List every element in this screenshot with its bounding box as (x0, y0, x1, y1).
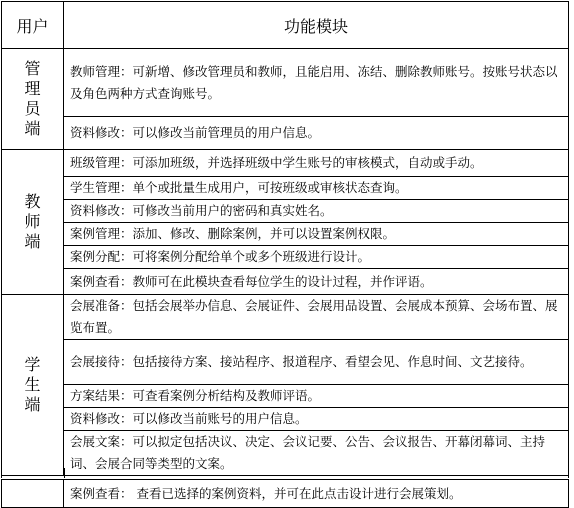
role-student-char: 端 (24, 395, 41, 414)
admin-row: 教师管理：可新增、修改管理员和教师，且能启用、冻结、删除教师账号。按账号状态以及角色两种方式查询账号。 (64, 49, 569, 117)
role-teacher-char: 教 (24, 192, 41, 211)
header-module: 功能模块 (64, 2, 569, 49)
function-module-table (1, 1, 569, 476)
teacher-row: 案例管理：添加、修改、删除案例，并可以设置案例权限。 (64, 223, 569, 246)
role-admin-char: 理 (24, 79, 41, 98)
student-row: 方案结果：可查看案例分析结构及教师评语。 (64, 385, 569, 408)
student-row: 会展文案：可以拟定包括决议、决定、会议记要、公告、会议报告、开幕闭幕词、主持词、会展合同等类型的文案。 (64, 431, 569, 476)
student-row: 会展接待：包括接待方案、接站程序、报道程序、看望会见、作息时间、文艺接待。 (64, 340, 569, 385)
extra-row-role (2, 480, 64, 508)
role-student (2, 295, 64, 476)
role-admin-char: 管 (24, 59, 41, 78)
table-break-gap (1, 468, 569, 478)
admin-row: 资料修改：可以修改当前管理员的用户信息。 (64, 117, 569, 150)
teacher-row: 案例查看：教师可在此模块查看每位学生的设计过程，并作评语。 (64, 269, 569, 295)
student-row: 资料修改：可以修改当前账号的用户信息。 (64, 408, 569, 431)
role-teacher-char: 师 (24, 212, 41, 231)
role-teacher (2, 150, 64, 295)
role-admin-char: 端 (24, 119, 41, 138)
teacher-row: 班级管理：可添加班级，并选择班级中学生账号的审核模式，自动或手动。 (64, 150, 569, 177)
header-user: 用户 (2, 2, 64, 49)
role-admin (2, 49, 64, 150)
role-admin-char: 员 (24, 99, 41, 118)
teacher-row: 案例分配：可将案例分配给单个或多个班级进行设计。 (64, 246, 569, 269)
role-teacher-char: 端 (24, 232, 41, 251)
teacher-row: 资料修改：可修改当前用户的密码和真实姓名。 (64, 200, 569, 223)
teacher-row: 学生管理：单个或批量生成用户，可按班级或审核状态查询。 (64, 177, 569, 200)
student-row: 会展准备：包括会展举办信息、会展证件、会展用品设置、会展成本预算、会场布置、展览布置。 (64, 295, 569, 340)
extra-row-table (1, 479, 569, 508)
role-student-char: 生 (24, 375, 41, 394)
role-student-char: 学 (24, 355, 41, 374)
extra-row-cell: 案例查看： 查看已选择的案例资料，并可在此点击设计进行会展策划。 (64, 480, 569, 508)
